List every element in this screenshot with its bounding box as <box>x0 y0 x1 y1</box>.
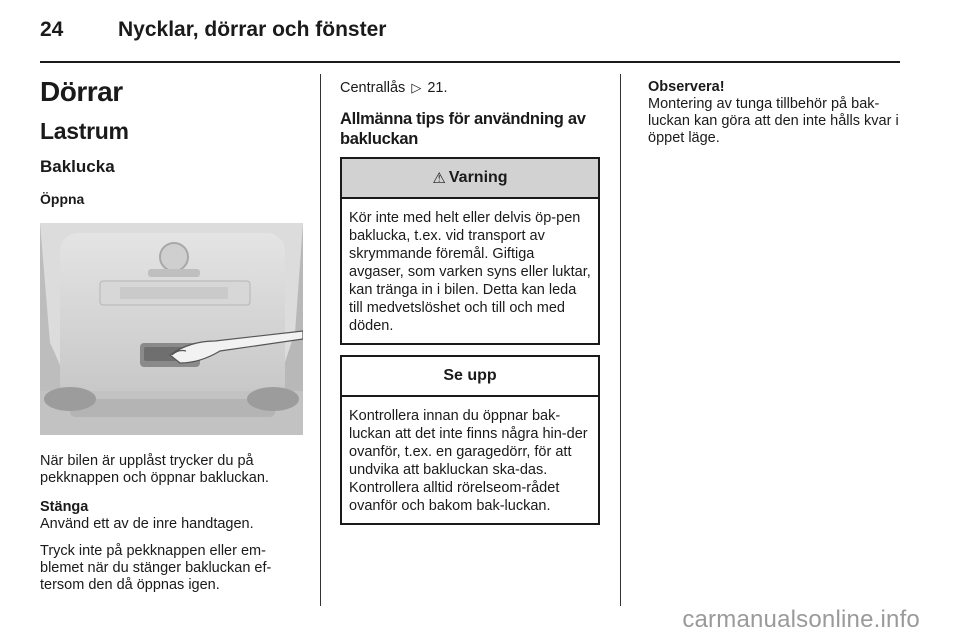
column-divider-1 <box>320 74 321 606</box>
note-text: Montering av tunga tillbehör på bak-luckan kan göra att den inte hålls kvar i öppet läge. <box>648 96 899 146</box>
warning-triangle-icon: ⚠ <box>432 170 446 187</box>
open-heading: Öppna <box>40 191 85 207</box>
warning-title: Varning <box>448 169 508 186</box>
section-title: Dörrar <box>40 76 123 107</box>
cross-reference <box>340 79 602 97</box>
header-rule <box>40 61 900 63</box>
caution-text: Kontrollera innan du öppnar bak-luckan att det inte finns några hin-der ovanför, t.ex. en garagedörr, för att undvika att bakluckan ska-das. Kontrollera alltid rörelseom-rådet ovanför och bakom bak-luckan. <box>349 408 588 514</box>
caution-title: Se upp <box>443 367 497 384</box>
subsubsection-title: Baklucka <box>40 157 115 176</box>
close-note: Tryck inte på pekknappen eller em-blemet när du stänger bakluckan ef-tersom den då öppnas igen. <box>40 543 272 593</box>
column-left <box>40 70 305 594</box>
column-divider-2 <box>620 74 621 606</box>
page-header <box>40 18 920 62</box>
figure-caption: När bilen är upplåst trycker du på pekknappen och öppnar bakluckan. <box>40 453 269 486</box>
warning-text: Kör inte med helt eller delvis öp-pen baklucka, t.ex. vid transport av skrymmande föremål. Giftiga avgaser, som varken syns eller luktar, kan tränga in i bilen. Detta kan leda till medvetslöshet och till och med döden. <box>349 210 591 334</box>
tailgate-figure <box>40 223 303 435</box>
warning-box <box>340 157 600 345</box>
close-heading: Stänga <box>40 499 89 515</box>
warning-header <box>342 159 598 199</box>
watermark: carmanualsonline.info <box>682 606 920 633</box>
page-number: 24 <box>40 18 64 41</box>
subsection-title: Lastrum <box>40 118 129 144</box>
caution-header <box>342 357 598 397</box>
column-right <box>648 70 908 147</box>
reference-page: 21. <box>427 80 448 96</box>
tailgate-illustration <box>40 223 303 435</box>
tips-heading: Allmänna tips för användning av bakluckan <box>340 110 586 148</box>
reference-text: Centrallås <box>340 80 406 96</box>
column-middle <box>340 70 602 525</box>
caution-box <box>340 355 600 525</box>
note-heading: Observera! <box>648 79 725 95</box>
reference-arrow-icon: ▷ <box>411 80 422 95</box>
chapter-title: Nycklar, dörrar och fönster <box>118 18 387 41</box>
close-text: Använd ett av de inre handtagen. <box>40 516 254 532</box>
